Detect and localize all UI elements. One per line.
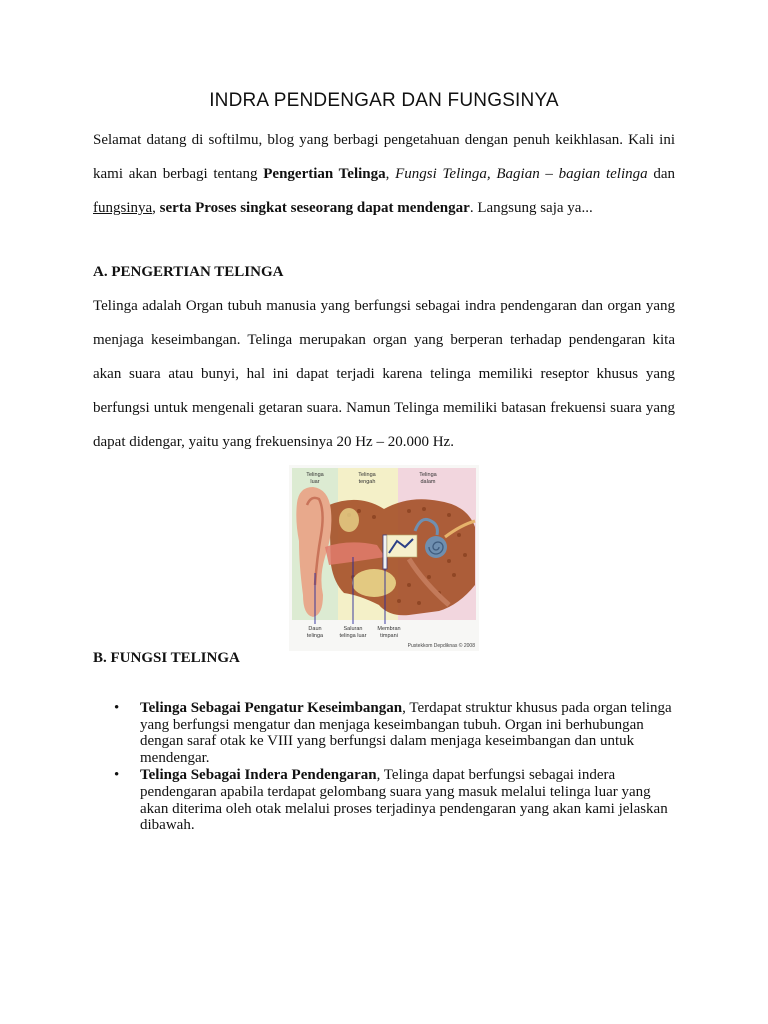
zone-outer-label-1: Telinga — [306, 472, 324, 478]
intro-paragraph — [93, 123, 675, 225]
label-membran-1: Membran — [377, 626, 401, 632]
label-daun-1: Daun — [308, 626, 322, 632]
intro-text-5: . Langsung saja ya... — [469, 200, 593, 216]
intro-text-2: , — [385, 166, 396, 182]
list-item-text: , Telinga dapat berfungsi sebagai indera pendengaran apabila terdapat gelombang suara yang masuk melalui telinga luar yang akan diterima oleh otak melalui proses terjadinya pendengaran yang akan kami jelaskan dibawah. — [140, 767, 668, 834]
intro-text-3: dan — [647, 166, 675, 182]
section-a-body: Telinga adalah Organ tubuh manusia yang berfungsi sebagai indra pendengaran dan organ yang menjaga keseimbangan. Telinga merupakan organ yang berperan terhadap pendengaran kita akan suara atau bunyi, hal ini dapat terjadi karena telinga memiliki reseptor khusus yang berfungsi untuk mengenali getaran suara. Namun Telinga memiliki batasan frekuensi suara yang dapat didengar, yaitu yang frekuensinya 20 Hz – 20.000 Hz. — [93, 298, 675, 450]
list-item — [93, 700, 675, 766]
section-b-heading: B. FUNGSI TELINGA — [93, 650, 240, 666]
intro-link-fungsinya[interactable]: fungsinya — [93, 200, 153, 216]
cochlea-shape — [425, 536, 447, 558]
zone-middle-label-1: Telinga — [358, 472, 376, 478]
intro-bold-proses: serta Proses singkat seseorang dapat mendengar — [159, 200, 470, 216]
list-item — [93, 767, 675, 833]
bullet-icon: • — [114, 767, 120, 784]
ear-anatomy-figure — [289, 465, 479, 651]
label-saluran-2: telinga luar — [339, 633, 367, 639]
zone-inner-label-2: dalam — [420, 479, 436, 485]
eardrum-shape — [383, 535, 387, 569]
middle-ear-cavity — [387, 535, 417, 557]
fat-region — [352, 569, 396, 597]
function-list — [93, 700, 675, 835]
list-item-text: , Terdapat struktur khusus pada organ telinga yang berfungsi mengatur dan menjaga keseimbangan tubuh. Organ ini berhubungan dengan saraf otak ke VIII yang berfungsi dalam menjaga keseimbangan dan untuk mendengar. — [140, 700, 672, 766]
figure-credit: Pustekkom Depdiknas © 2008 — [407, 643, 475, 649]
zone-outer-label-2: luar — [310, 479, 320, 485]
page-title: INDRA PENDENGAR DAN FUNGSINYA — [209, 90, 559, 111]
list-item-title: Telinga Sebagai Pengatur Keseimbangan — [140, 700, 403, 716]
zone-middle-label-2: tengah — [358, 479, 376, 485]
section-a-heading: A. PENGERTIAN TELINGA — [93, 264, 284, 280]
label-saluran-1: Saluran — [343, 626, 363, 632]
ear-anatomy-illustration — [289, 465, 479, 651]
bullet-icon: • — [114, 700, 120, 716]
label-daun-2: telinga — [306, 633, 324, 639]
label-membran-2: timpani — [380, 633, 398, 639]
intro-bold-pengertian: Pengertian Telinga — [263, 166, 386, 182]
intro-text-4: , — [152, 200, 160, 216]
intro-text-1: Selamat datang di softilmu, blog yang berbagi pengetahuan dengan penuh keikhlasan. Kali ini kami akan berbagi tentang — [93, 132, 675, 182]
list-item-title: Telinga Sebagai Indera Pendengaran — [140, 767, 377, 784]
intro-italic-fungsi: Fungsi Telinga, Bagian – bagian telinga — [395, 166, 648, 182]
zone-inner-label-1: Telinga — [419, 472, 437, 478]
